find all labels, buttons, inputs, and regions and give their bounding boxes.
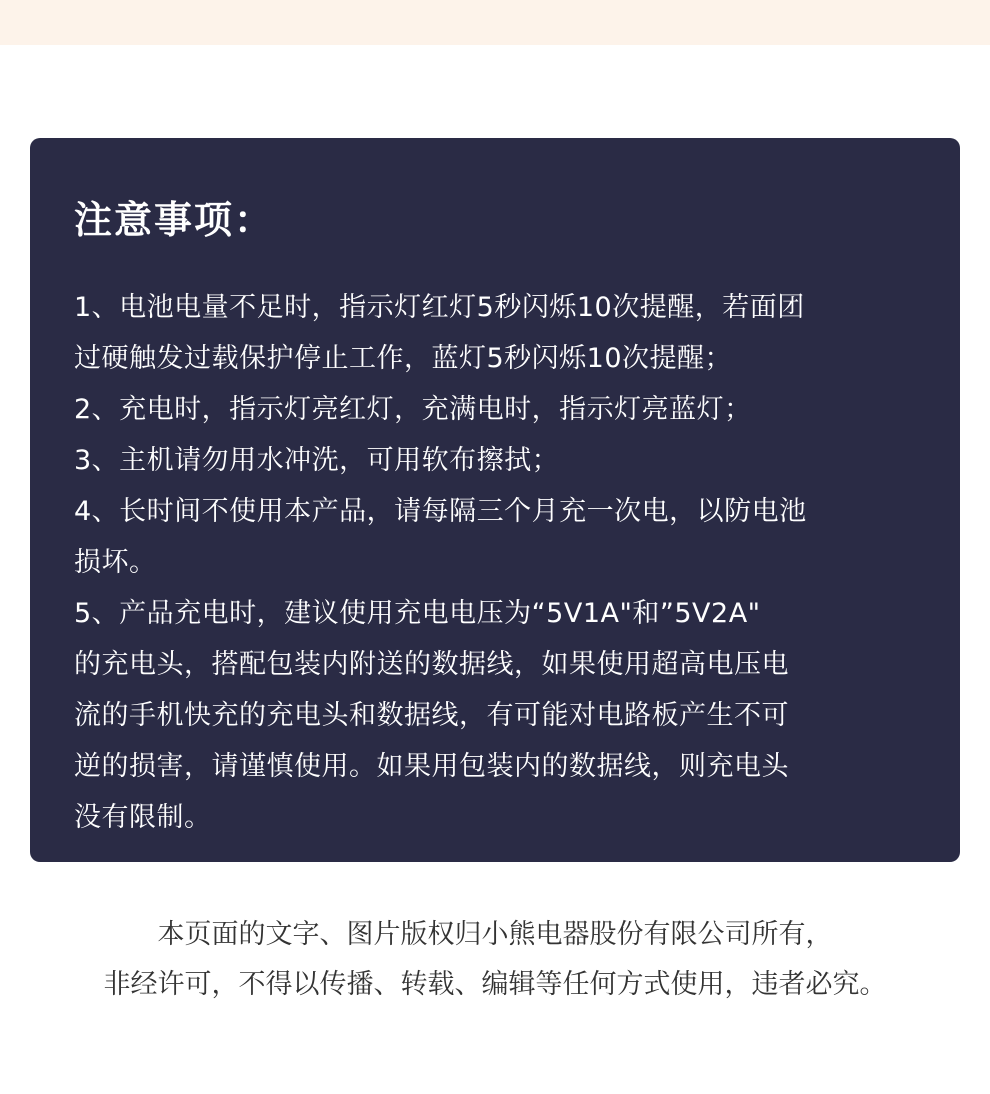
notice-title: 注意事项： [74,198,275,242]
notice-item-line: 损坏。 [74,547,157,578]
notice-item-line: 的充电头，搭配包装内附送的数据线，如果使用超高电压电 [74,649,789,680]
notice-item-2 [74,384,924,435]
notice-item-line: 没有限制。 [74,802,212,833]
notice-item-line: 5、产品充电时，建议使用充电电压为“5V1A"和”5V2A" [74,598,761,629]
top-decorative-strip [0,0,990,45]
copyright-line: 非经许可，不得以传播、转载、编辑等任何方式使用，违者必究。 [103,969,887,1000]
notice-item-line: 4、长时间不使用本产品，请每隔三个月充一次电，以防电池 [74,496,807,527]
notice-item-line: 3、主机请勿用水冲洗，可用软布擦拭； [74,445,560,476]
notice-card [30,138,960,862]
notice-item-line: 流的手机快充的充电头和数据线，有可能对电路板产生不可 [74,700,789,731]
notice-item-5 [74,588,924,843]
notice-item-line: 过硬触发过载保护停止工作，蓝灯5秒闪烁10次提醒； [74,343,733,374]
notice-item-line: 1、电池电量不足时，指示灯红灯5秒闪烁10次提醒，若面团 [74,292,805,323]
notice-list [74,282,924,843]
copyright-line: 本页面的文字、图片版权归小熊电器股份有限公司所有， [157,919,833,950]
notice-item-3 [74,435,924,486]
notice-item-4 [74,486,924,588]
copyright-notice [0,910,990,1010]
notice-item-line: 2、充电时，指示灯亮红灯，充满电时，指示灯亮蓝灯； [74,394,752,425]
notice-item-1 [74,282,924,384]
notice-item-line: 逆的损害，请谨慎使用。如果用包装内的数据线，则充电头 [74,751,789,782]
